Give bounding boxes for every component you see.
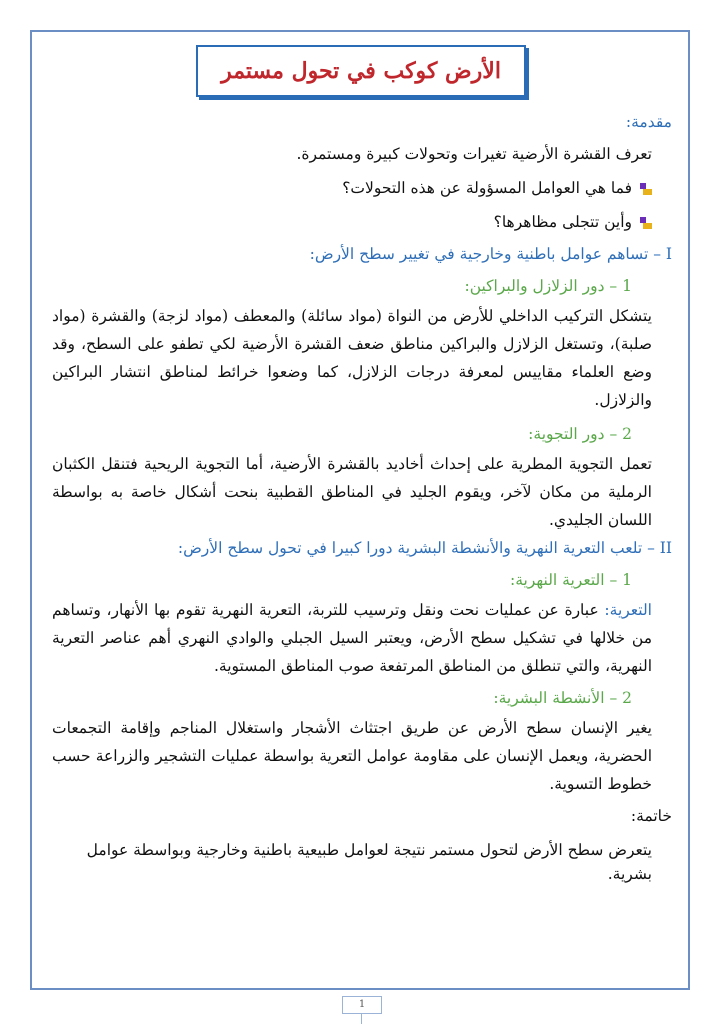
section2-sub1-text: عبارة عن عمليات نحت ونقل وترسيب للتربة، التعرية النهرية تقوم بها الأنهار، وتساهم من خلالها في تشكيل سطح الأرض، ويعتبر السيل الجبلي والوادي النهري أهم عناصر التعرية النهرية، والتي تنطلق من المناطق المرتفعة صوب المناطق المستوية. — [52, 601, 652, 675]
document-body — [52, 108, 672, 886]
page-number-tick — [361, 1014, 362, 1024]
section2-heading: II – تلعب التعرية النهرية والأنشطة البشرية دورا كبيرا في تحول سطح الأرض: — [177, 539, 672, 557]
section2-sub1-paragraph — [52, 596, 672, 680]
bullet-icon — [640, 217, 652, 229]
intro-label: مقدمة: — [625, 113, 672, 131]
intro-text: تعرف القشرة الأرضية تغيرات وتحولات كبيرة ومستمرة. — [296, 145, 652, 163]
section1-sub1-heading: 1 – دور الزلازل والبراكين: — [464, 277, 632, 295]
section2-sub1-heading: 1 – التعرية النهرية: — [509, 571, 632, 589]
title-box — [196, 45, 526, 97]
section1-sub2-heading: 2 – دور التجوية: — [528, 425, 632, 443]
bullet-icon — [640, 183, 652, 195]
question-item: فما هي العوامل المسؤولة عن هذه التحولات؟ — [52, 176, 672, 200]
question-item: وأين تتجلى مظاهرها؟ — [52, 210, 672, 234]
page-number: 1 — [342, 996, 382, 1014]
section1-heading: I – تساهم عوامل باطنية وخارجية في تغيير سطح الأرض: — [309, 245, 672, 263]
section2-sub2-heading: 2 – الأنشطة البشرية: — [493, 689, 632, 707]
conclusion-label: خاتمة: — [630, 807, 672, 825]
section1-sub1-text: يتشكل التركيب الداخلي للأرض من النواة (مواد سائلة) والمعطف (مواد لزجة) والقشرة (مواد صلبة)، وتستغل الزلازل والبراكين مناطق ضعف القشرة الأرضية لكي تطفو على السطح، وقد وضع العلماء مقاييس لمعرفة درجات الزلازل، كما وضعوا خرائط لمناطق انتشار البراكين والزلازل. — [52, 307, 652, 409]
conclusion-text: يتعرض سطح الأرض لتحول مستمر نتيجة لعوامل طبيعية باطنية وخارجية وبواسطة عوامل بشرية. — [86, 841, 652, 883]
section1-sub2-text: تعمل التجوية المطرية على إحداث أخاديد بالقشرة الأرضية، أما التجوية الريحية فتنقل الكثبان الرملية من مكان لآخر، ويقوم الجليد في المناطق القطبية بنحت أشكال خاصة به بواسطة اللسان الجليدي. — [52, 455, 652, 529]
term-label: التعرية: — [604, 601, 652, 619]
section2-sub2-text: يغير الإنسان سطح الأرض عن طريق اجتثاث الأشجار واستغلال المناجم وإقامة التجمعات الحضرية، ويعمل الإنسان على مقاومة عوامل التعرية بواسطة عمليات التشجير والزراعة حسب خطوط التسوية. — [52, 719, 652, 793]
page-title: الأرض كوكب في تحول مستمر — [221, 58, 501, 84]
